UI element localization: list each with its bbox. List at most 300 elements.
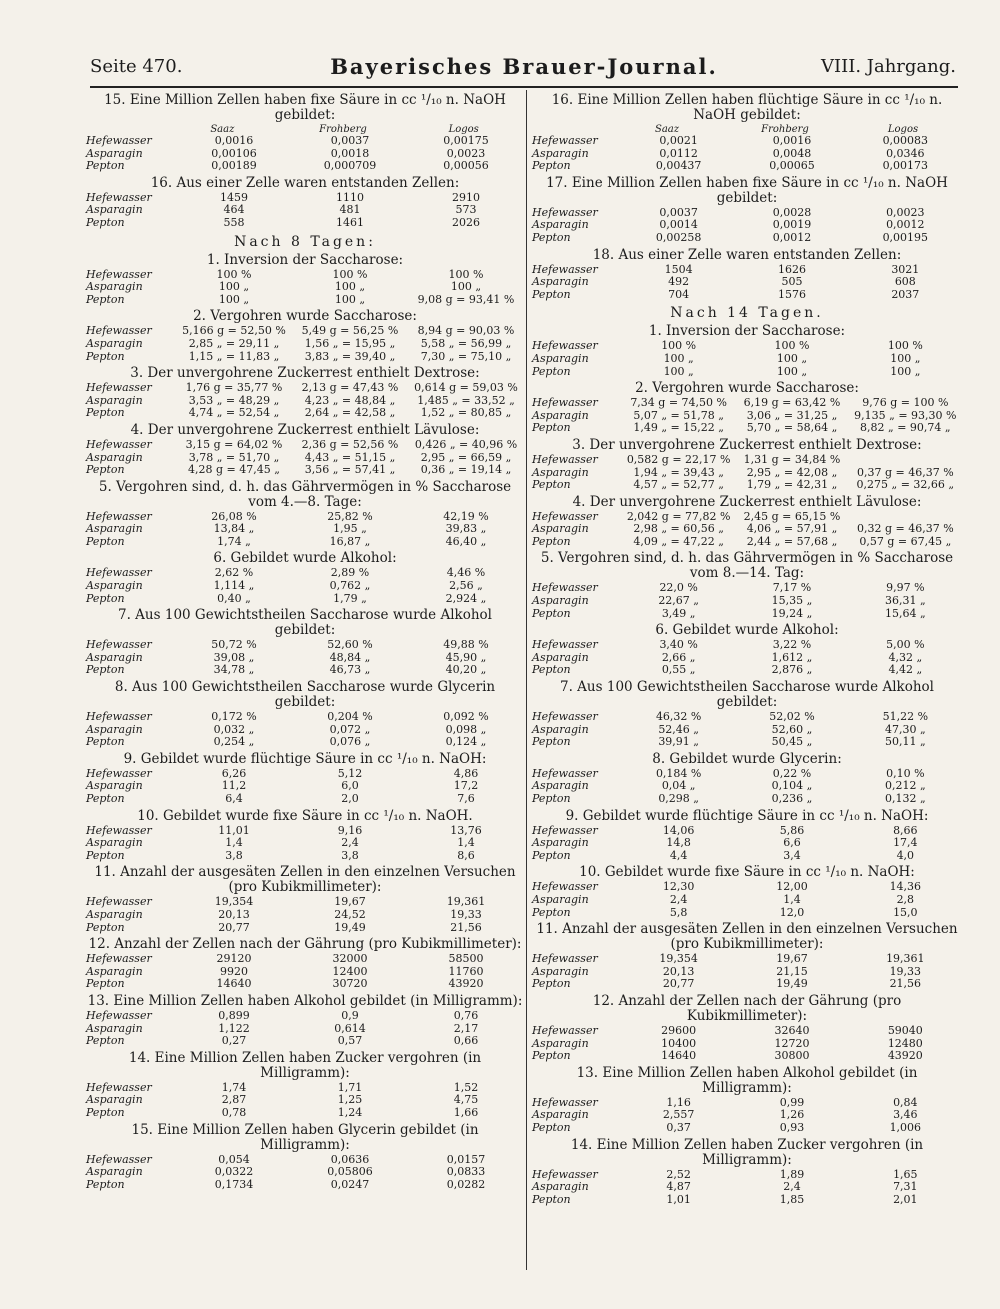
left-column bbox=[86, 90, 524, 1191]
row-label: Hefewasser bbox=[532, 339, 598, 353]
table-cell: 1,4 bbox=[225, 836, 243, 850]
table-cell: 48,84 „ bbox=[329, 650, 371, 664]
row-label: Asparagin bbox=[532, 722, 589, 736]
table-row bbox=[86, 793, 524, 806]
row-label: Asparagin bbox=[532, 964, 589, 978]
row-label: Asparagin bbox=[532, 779, 589, 793]
column-header: Logos bbox=[448, 124, 479, 135]
row-label: Asparagin bbox=[86, 650, 143, 664]
table-cell: 12400 bbox=[332, 964, 368, 978]
table-cell: 1,15 „ = 11,83 „ bbox=[188, 349, 280, 363]
table-row bbox=[532, 907, 962, 920]
table-cell: 4,23 „ = 48,84 „ bbox=[304, 393, 396, 407]
table-cell: 1,76 g = 35,77 % bbox=[185, 381, 283, 395]
table-cell: 0,236 „ bbox=[771, 792, 813, 805]
table-cell: 19,24 „ bbox=[771, 606, 813, 620]
row-label: Pepton bbox=[86, 292, 125, 306]
table-section bbox=[86, 1051, 524, 1120]
table-cell: 2,98 „ = 60,56 „ bbox=[633, 522, 724, 536]
row-label: Pepton bbox=[532, 792, 571, 805]
section-title: 6. Gebildet wurde Alkohol: bbox=[655, 622, 839, 639]
table-cell: 19,49 bbox=[334, 920, 366, 934]
table-cell: 704 bbox=[668, 287, 690, 301]
table-cell: 0,22 % bbox=[772, 766, 812, 780]
table-row bbox=[86, 1010, 524, 1023]
row-label: Hefewasser bbox=[86, 952, 152, 966]
section-title: 14. Eine Million Zellen haben Zucker vergohren (in Milligramm): bbox=[570, 1136, 924, 1168]
row-label: Asparagin bbox=[86, 393, 143, 407]
table-cell: 6,4 bbox=[225, 792, 243, 805]
table-section bbox=[86, 680, 524, 749]
table-cell: 0,092 % bbox=[443, 710, 489, 724]
table-cell: 1,612 „ bbox=[771, 650, 813, 664]
table-cell: 0,0157 bbox=[446, 1152, 486, 1166]
table-cell: 0,57 g = 67,45 „ bbox=[859, 534, 952, 548]
table-cell: 2,62 % bbox=[214, 566, 254, 580]
table-cell: 1,24 bbox=[337, 1105, 363, 1119]
table-cell: 0,57 bbox=[337, 1034, 363, 1048]
section-title: 18. Aus einer Zelle waren entstanden Zellen: bbox=[592, 246, 902, 263]
table-cell: 5,58 „ = 56,99 „ bbox=[420, 336, 512, 350]
row-label: Asparagin bbox=[86, 1093, 143, 1107]
table-cell: 0,0247 bbox=[330, 1177, 370, 1191]
table-cell: 0,36 „ = 19,14 „ bbox=[420, 463, 512, 477]
row-label: Asparagin bbox=[86, 522, 143, 536]
table-section bbox=[86, 809, 524, 863]
row-label: Pepton bbox=[86, 1034, 125, 1048]
table-cell: 1,52 bbox=[453, 1080, 479, 1094]
table-section bbox=[86, 176, 524, 230]
table-cell: 100 „ bbox=[890, 351, 921, 365]
volume-label: VIII. Jahrgang. bbox=[820, 56, 956, 77]
table-cell: 1,66 bbox=[453, 1105, 479, 1119]
table-cell: 100 „ bbox=[218, 280, 250, 294]
table-cell: 100 % bbox=[216, 267, 252, 281]
row-label: Pepton bbox=[532, 1120, 571, 1134]
table-row bbox=[532, 397, 962, 410]
table-cell: 4,0 bbox=[896, 848, 915, 862]
table-cell: 1,006 bbox=[889, 1120, 922, 1134]
row-label: Pepton bbox=[532, 848, 571, 862]
table-row bbox=[86, 294, 524, 307]
table-cell: 2,8 bbox=[896, 892, 915, 906]
table-row bbox=[532, 1181, 962, 1194]
section-title: 14. Eine Million Zellen haben Zucker vergohren (in Milligramm): bbox=[128, 1049, 482, 1081]
table-cell: 5,00 % bbox=[886, 638, 925, 652]
section-title: 13. Eine Million Zellen haben Alkohol gebildet (in Milligramm): bbox=[87, 992, 523, 1009]
table-cell: 1626 bbox=[777, 262, 806, 276]
table-cell: 0,0019 bbox=[772, 218, 812, 232]
table-row bbox=[532, 422, 962, 435]
table-cell: 1,485 „ = 33,52 „ bbox=[417, 393, 515, 407]
row-label: Hefewasser bbox=[532, 766, 598, 780]
table-cell: 4,43 „ = 51,15 „ bbox=[304, 450, 396, 464]
table-cell: 0,762 „ bbox=[329, 579, 371, 593]
row-label: Hefewasser bbox=[532, 581, 598, 595]
table-cell: 1,122 bbox=[218, 1021, 250, 1035]
table-cell: 100 „ bbox=[663, 351, 694, 365]
table-cell: 2,4 bbox=[783, 1180, 801, 1194]
table-section bbox=[86, 937, 524, 991]
row-label: Pepton bbox=[86, 848, 125, 862]
table-row bbox=[532, 639, 962, 652]
table-cell: 2,17 bbox=[453, 1021, 479, 1035]
table-cell: 39,08 „ bbox=[213, 650, 255, 664]
table-cell: 0,32 g = 46,37 % bbox=[856, 522, 954, 536]
table-cell: 0,032 „ bbox=[213, 722, 255, 736]
table-cell: 19,361 bbox=[446, 895, 486, 909]
table-section bbox=[86, 423, 524, 477]
table-cell: 19,361 bbox=[886, 952, 925, 966]
table-cell: 12,00 bbox=[776, 880, 808, 894]
table-cell: 0,0018 bbox=[330, 146, 370, 160]
table-cell: 50,45 „ bbox=[771, 735, 813, 749]
table-row bbox=[532, 953, 962, 966]
table-cell: 1,85 bbox=[779, 1192, 805, 1206]
row-label: Hefewasser bbox=[86, 190, 152, 204]
table-cell: 12720 bbox=[774, 1036, 810, 1050]
table-cell: 100 „ bbox=[218, 292, 250, 306]
table-cell: 14,8 bbox=[666, 836, 691, 850]
row-label: Hefewasser bbox=[86, 324, 152, 338]
table-cell: 0,0112 bbox=[659, 146, 698, 160]
table-cell: 0,0016 bbox=[772, 134, 812, 147]
table-cell: 4,57 „ = 52,77 „ bbox=[633, 478, 724, 492]
table-cell: 0,55 „ bbox=[661, 663, 696, 677]
table-cell bbox=[849, 454, 962, 467]
table-cell: 9920 bbox=[220, 964, 248, 978]
table-cell: 50,72 % bbox=[211, 638, 257, 652]
row-label: Asparagin bbox=[532, 1108, 589, 1122]
table-cell: 25,82 % bbox=[327, 509, 373, 523]
table-cell: 3,15 g = 64,02 % bbox=[185, 437, 283, 451]
table-cell: 5,49 g = 56,25 % bbox=[301, 324, 399, 338]
table-cell: 9,97 % bbox=[886, 581, 925, 595]
row-label: Pepton bbox=[532, 977, 571, 991]
table-cell: 0,0833 bbox=[446, 1165, 486, 1179]
table-cell: 3,83 „ = 39,40 „ bbox=[304, 349, 396, 363]
table-cell: 19,67 bbox=[334, 895, 366, 909]
section-title: 17. Eine Million Zellen haben fixe Säure in cc ¹/₁₀ n. NaOH gebildet: bbox=[546, 174, 948, 206]
table-cell: 0,0014 bbox=[659, 218, 698, 232]
table-cell: 0,275 „ = 32,66 „ bbox=[856, 478, 955, 492]
journal-title: Bayerisches Brauer-Journal. bbox=[330, 54, 718, 79]
table-cell: 4,46 % bbox=[446, 566, 486, 580]
right-column bbox=[532, 90, 962, 1206]
table-cell: 12,0 bbox=[779, 905, 805, 919]
table-cell: 4,28 g = 47,45 „ bbox=[188, 463, 280, 477]
table-cell: 2,4 bbox=[341, 836, 359, 850]
section-title: 12. Anzahl der Zellen nach der Gährung (pro Kubikmillimeter): bbox=[592, 992, 902, 1024]
table-cell: 0,0048 bbox=[772, 146, 812, 160]
section-title: 6. Gebildet wurde Alkohol: bbox=[213, 550, 397, 567]
table-cell: 51,22 % bbox=[882, 710, 929, 724]
table-section bbox=[532, 809, 962, 863]
row-label: Hefewasser bbox=[532, 1167, 598, 1181]
row-label: Hefewasser bbox=[532, 952, 598, 966]
row-label: Pepton bbox=[532, 159, 571, 173]
table-cell: 0,1734 bbox=[214, 1177, 254, 1191]
table-cell: 42,19 % bbox=[443, 509, 489, 523]
row-label: Asparagin bbox=[532, 465, 589, 479]
table-cell: 1,65 bbox=[893, 1167, 918, 1181]
table-row bbox=[532, 353, 962, 366]
table-cell: 2,52 bbox=[666, 1167, 691, 1181]
table-cell: 100 „ bbox=[776, 364, 808, 378]
table-cell: 3,22 % bbox=[772, 638, 812, 652]
row-label: Asparagin bbox=[532, 522, 589, 536]
table-cell: 4,74 „ = 52,54 „ bbox=[188, 406, 280, 420]
column-header: Saaz bbox=[654, 124, 680, 135]
table-cell: 9,08 g = 93,41 % bbox=[417, 292, 515, 306]
row-label: Hefewasser bbox=[532, 710, 598, 724]
table-cell: 17,4 bbox=[893, 836, 918, 850]
section-title: 16. Aus einer Zelle waren entstanden Zellen: bbox=[150, 174, 460, 191]
table-cell: 0,0037 bbox=[659, 205, 698, 219]
table-row bbox=[532, 479, 962, 492]
table-cell: 0,40 „ bbox=[217, 591, 251, 605]
section-title: 7. Aus 100 Gewichtstheilen Saccharose wurde Alkohol gebildet: bbox=[118, 607, 492, 639]
table-cell: 1,31 g = 34,84 % bbox=[743, 452, 841, 466]
table-row bbox=[532, 664, 962, 677]
table-cell: 1,49 „ = 15,22 „ bbox=[633, 421, 724, 435]
section-title: 4. Der unvergohrene Zuckerrest enthielt Lävulose: bbox=[130, 421, 480, 438]
table-cell: 13,76 bbox=[450, 823, 482, 837]
table-cell: 2,95 „ = 66,59 „ bbox=[420, 450, 512, 464]
table-cell: 0,212 „ bbox=[884, 779, 926, 793]
table-section bbox=[532, 994, 962, 1063]
row-label: Pepton bbox=[86, 463, 125, 477]
table-row bbox=[86, 1035, 524, 1048]
table-cell: 0,0023 bbox=[886, 205, 925, 219]
table-section bbox=[532, 752, 962, 806]
table-cell: 20,13 bbox=[218, 907, 250, 921]
row-label: Pepton bbox=[86, 735, 125, 749]
section-title: 15. Eine Million Zellen haben Glycerin gebildet (in Milligramm): bbox=[131, 1121, 479, 1153]
table-row bbox=[86, 711, 524, 724]
table-row bbox=[532, 1025, 962, 1038]
table-cell: 11,2 bbox=[221, 779, 247, 793]
table-cell: 4,32 „ bbox=[888, 650, 923, 664]
table-cell: 45,90 „ bbox=[445, 650, 487, 664]
table-cell: 0,0021 bbox=[659, 134, 698, 147]
row-label: Asparagin bbox=[532, 275, 589, 289]
row-label: Pepton bbox=[86, 920, 125, 934]
row-label: Pepton bbox=[532, 287, 571, 301]
table-cell: 11760 bbox=[448, 964, 484, 978]
table-row bbox=[532, 595, 962, 608]
section-title: 3. Der unvergohrene Zuckerrest enthielt Dextrose: bbox=[130, 365, 480, 382]
table-section bbox=[86, 1123, 524, 1192]
table-cell: 8,66 bbox=[893, 823, 918, 837]
table-cell: 1,79 „ = 42,31 „ bbox=[746, 478, 838, 492]
table-cell: 1,26 bbox=[779, 1108, 805, 1122]
table-cell: 19,49 bbox=[776, 977, 808, 991]
row-label: Hefewasser bbox=[532, 262, 598, 276]
row-label: Pepton bbox=[532, 364, 571, 378]
row-label: Asparagin bbox=[86, 450, 143, 464]
section-title: 2. Vergohren wurde Saccharose: bbox=[635, 380, 859, 397]
table-cell: 40,20 „ bbox=[445, 663, 487, 677]
subheading: Nach 14 Tagen. bbox=[670, 305, 824, 322]
section-title: 11. Anzahl der ausgesäten Zellen in den einzelnen Versuchen (pro Kubikmillimeter): bbox=[94, 864, 516, 896]
table-cell: 0,00106 bbox=[211, 146, 257, 160]
table-row bbox=[532, 978, 962, 991]
table-section bbox=[86, 93, 524, 173]
row-label: Pepton bbox=[86, 591, 125, 605]
column-divider bbox=[526, 90, 527, 1270]
table-row bbox=[86, 978, 524, 991]
table-cell: 0,899 bbox=[218, 1008, 250, 1022]
table-section bbox=[86, 253, 524, 307]
table-cell: 52,60 „ bbox=[771, 722, 813, 736]
column-header: Logos bbox=[887, 124, 919, 135]
row-label: Hefewasser bbox=[86, 638, 152, 652]
table-cell: 3,49 „ bbox=[661, 606, 696, 620]
table-cell: 14640 bbox=[216, 977, 252, 991]
table-cell: 24,52 bbox=[334, 907, 366, 921]
table-cell: 19,354 bbox=[659, 952, 698, 966]
table-cell: 1,74 „ bbox=[217, 534, 251, 548]
row-label: Asparagin bbox=[532, 892, 589, 906]
table-cell: 39,91 „ bbox=[658, 735, 699, 749]
table-section bbox=[532, 248, 962, 302]
table-cell: 100 „ bbox=[776, 351, 808, 365]
row-label: Hefewasser bbox=[532, 396, 598, 410]
table-cell: 2,924 „ bbox=[445, 591, 487, 605]
table-cell: 1,16 bbox=[666, 1095, 691, 1109]
row-label: Pepton bbox=[532, 735, 571, 749]
table-cell: 2,89 % bbox=[330, 566, 370, 580]
row-label: Asparagin bbox=[86, 1165, 143, 1179]
table-section bbox=[532, 680, 962, 749]
table-cell: 6,26 bbox=[221, 766, 247, 780]
table-cell: 0,00083 bbox=[882, 134, 929, 147]
table-cell: 3,4 bbox=[783, 848, 801, 862]
table-row bbox=[86, 1107, 524, 1120]
row-label: Asparagin bbox=[532, 836, 589, 850]
row-label: Asparagin bbox=[532, 594, 589, 608]
table-cell: 4,86 bbox=[453, 766, 479, 780]
row-label: Hefewasser bbox=[86, 710, 152, 724]
column-header: Frohberg bbox=[761, 124, 809, 135]
table-cell: 32640 bbox=[774, 1023, 810, 1037]
row-label: Asparagin bbox=[86, 1021, 143, 1035]
section-title: 7. Aus 100 Gewichtstheilen Saccharose wurde Alkohol gebildet: bbox=[560, 679, 934, 711]
table-cell: 0,27 bbox=[221, 1034, 247, 1048]
row-label: Asparagin bbox=[86, 336, 143, 350]
table-cell: 100 % bbox=[774, 339, 810, 353]
table-cell: 0,00175 bbox=[443, 134, 489, 147]
table-row bbox=[86, 464, 524, 477]
table-cell: 2026 bbox=[452, 215, 480, 229]
table-cell: 52,60 % bbox=[327, 638, 373, 652]
table-cell: 2910 bbox=[452, 190, 480, 204]
table-cell: 9,16 bbox=[337, 823, 363, 837]
row-label: Pepton bbox=[86, 977, 125, 991]
table-cell: 1,95 „ bbox=[333, 522, 367, 536]
table-cell: 2,66 „ bbox=[661, 650, 696, 664]
table-cell: 21,56 bbox=[450, 920, 482, 934]
table-cell: 9,135 „ = 93,30 % bbox=[854, 408, 957, 422]
table-cell: 5,86 bbox=[779, 823, 805, 837]
table-cell: 26,08 % bbox=[211, 509, 257, 523]
table-cell: 8,94 g = 90,03 % bbox=[417, 324, 515, 338]
table-cell: 6,0 bbox=[341, 779, 359, 793]
table-row bbox=[532, 160, 962, 173]
section-title: 13. Eine Million Zellen haben Alkohol gebildet (in Milligramm): bbox=[576, 1064, 918, 1096]
row-label: Hefewasser bbox=[532, 880, 598, 894]
row-label: Pepton bbox=[532, 606, 571, 620]
table-cell: 1,52 „ = 80,85 „ bbox=[420, 406, 512, 420]
table-cell: 0,054 bbox=[218, 1152, 250, 1166]
table-cell: 2,4 bbox=[669, 892, 688, 906]
table-row bbox=[532, 276, 962, 289]
table-cell: 0,0282 bbox=[446, 1177, 486, 1191]
table-row bbox=[86, 593, 524, 606]
table-cell: 0,000709 bbox=[323, 159, 377, 173]
table-cell: 100 % bbox=[332, 267, 368, 281]
table-section bbox=[86, 994, 524, 1048]
table-cell: 7,31 bbox=[893, 1180, 918, 1194]
table-cell: 0,132 „ bbox=[884, 792, 926, 805]
table-cell: 100 % bbox=[661, 339, 697, 353]
table-section bbox=[532, 381, 962, 435]
table-cell: 2,876 „ bbox=[771, 663, 813, 677]
row-label: Asparagin bbox=[532, 1180, 589, 1194]
table-cell: 30720 bbox=[332, 977, 368, 991]
row-label: Hefewasser bbox=[86, 437, 152, 451]
table-cell: 29120 bbox=[216, 952, 252, 966]
table-cell: 39,83 „ bbox=[445, 522, 487, 536]
table-cell: 3021 bbox=[891, 262, 920, 276]
table-cell: 4,09 „ = 47,22 „ bbox=[633, 534, 724, 548]
table-cell: 5,8 bbox=[669, 905, 688, 919]
table-cell: 46,40 „ bbox=[445, 534, 487, 548]
table-cell: 3,06 „ = 31,25 „ bbox=[746, 408, 838, 422]
table-cell: 0,072 „ bbox=[329, 722, 371, 736]
table-section bbox=[86, 366, 524, 420]
table-cell: 7,17 % bbox=[772, 581, 812, 595]
table-cell: 15,0 bbox=[893, 905, 918, 919]
table-cell: 3,56 „ = 57,41 „ bbox=[304, 463, 396, 477]
row-label: Asparagin bbox=[532, 218, 589, 232]
table-row bbox=[532, 366, 962, 379]
section-title: 1. Inversion der Saccharose: bbox=[648, 323, 846, 340]
table-cell: 12480 bbox=[887, 1036, 923, 1050]
section-title: 1. Inversion der Saccharose: bbox=[206, 251, 404, 268]
table-cell: 4,42 „ bbox=[888, 663, 923, 677]
table-row bbox=[532, 736, 962, 749]
table-cell: 8,82 „ = 90,74 „ bbox=[860, 421, 951, 435]
table-cell: 0,00065 bbox=[769, 159, 815, 173]
row-label: Pepton bbox=[86, 792, 125, 805]
table-cell: 0,614 bbox=[334, 1021, 366, 1035]
table-cell: 0,76 bbox=[453, 1008, 479, 1022]
row-label: Asparagin bbox=[532, 408, 589, 422]
table-cell: 3,8 bbox=[341, 848, 359, 862]
table-cell: 19,354 bbox=[214, 895, 254, 909]
table-cell: 21,56 bbox=[889, 977, 922, 991]
row-label: Asparagin bbox=[86, 907, 143, 921]
table-row bbox=[86, 523, 524, 536]
table-cell: 1,89 bbox=[779, 1167, 805, 1181]
table-cell: 100 % bbox=[448, 267, 484, 281]
table-cell: 1,71 bbox=[337, 1080, 363, 1094]
row-label: Asparagin bbox=[86, 964, 143, 978]
table-section bbox=[532, 93, 962, 173]
row-label: Hefewasser bbox=[86, 134, 152, 147]
